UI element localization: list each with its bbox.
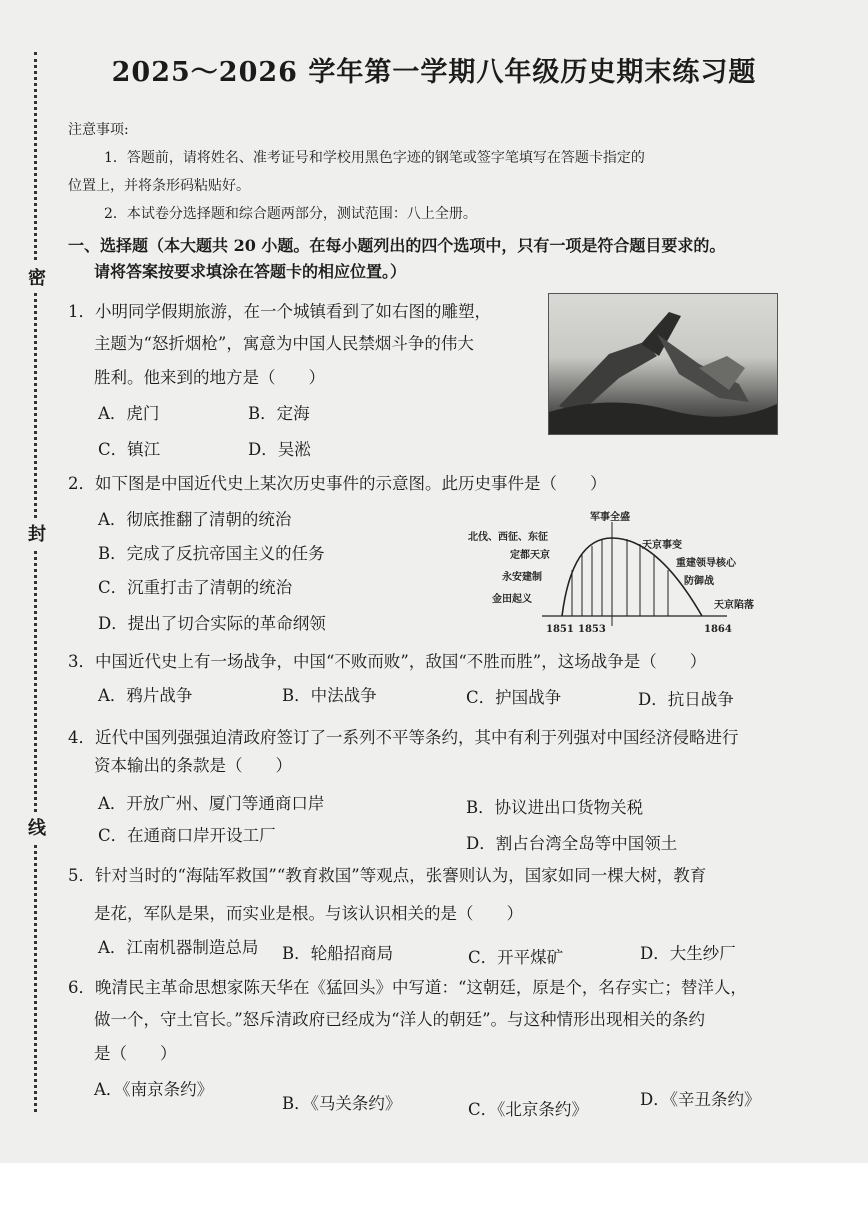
q3-option-d: D．抗日战争 (638, 690, 734, 709)
diagram-year-1864: 1864 (704, 624, 732, 635)
q4-option-d: D．割占台湾全岛等中国领土 (466, 834, 678, 853)
diagram-right-label-4: 天京陷落 (714, 600, 754, 611)
q4-option-a: A．开放广州、厦门等通商口岸 (98, 794, 325, 813)
q5-stem-line1: 5．针对当时的“海陆军救国”“教育救国”等观点，张謇则认为，国家如同一棵大树，教育 (68, 866, 707, 885)
notes-heading: 注意事项: (68, 122, 129, 138)
diagram-left-label-2: 定都天京 (510, 550, 550, 561)
q6-stem-line1: 6．晚清民主革命思想家陈天华在《猛回头》中写道：“这朝廷，原是个，名存实亡；替洋人， (68, 978, 747, 997)
q5-option-a: A．江南机器制造总局 (98, 938, 259, 957)
q1-option-b: B．定海 (248, 404, 310, 423)
q2-option-a: A．彻底推翻了清朝的统治 (98, 510, 292, 529)
q2-option-b: B．完成了反抗帝国主义的任务 (98, 544, 325, 563)
q2-stem: 2．如下图是中国近代史上某次历史事件的示意图。此历史事件是（ ） (68, 474, 607, 493)
section-heading: 一、选择题（本大题共 20 小题。在每小题列出的四个选项中，只有一项是符合题目要求的。 (68, 236, 726, 255)
q3-option-c: C．护国战争 (466, 688, 562, 707)
q4-option-c: C．在通商口岸开设工厂 (98, 826, 276, 845)
q4-stem-line2: 资本输出的条款是（ ） (94, 756, 292, 775)
page-margin-bottom (0, 1163, 868, 1227)
diagram-right-label-1: 天京事变 (642, 540, 682, 551)
notes-item-2: 2．本试卷分选择题和综合题两部分，测试范围：八上全册。 (104, 206, 477, 222)
q1-stem-line2: 主题为“怒折烟枪”，寓意为中国人民禁烟斗争的伟大 (94, 334, 474, 353)
diagram-year-1851: 1851 (546, 624, 574, 635)
q1-option-d: D．吴淞 (248, 440, 311, 459)
q6-option-a: A．《南京条约》 (94, 1080, 214, 1099)
diagram-left-label-4: 金田起义 (492, 594, 532, 605)
q1-option-c: C．镇江 (98, 440, 161, 459)
q2-option-c: C．沉重打击了清朝的统治 (98, 578, 293, 597)
diagram-left-label-1: 北伐、西征、东征 (468, 532, 548, 543)
q5-option-d: D．大生纱厂 (640, 944, 736, 963)
q1-stem-line3: 胜利。他来到的地方是（ ） (94, 368, 325, 387)
binding-char-mi: 密 (28, 262, 46, 292)
diagram-right-label-2: 重建领导核心 (676, 558, 736, 569)
q2-option-d: D．提出了切合实际的革命纲领 (98, 614, 326, 633)
q3-option-b: B．中法战争 (282, 686, 377, 705)
q5-option-c: C．开平煤矿 (468, 948, 564, 967)
diagram-left-label-3: 永安建制 (502, 572, 542, 583)
q5-stem-line2: 是花，军队是果，而实业是根。与该认识相关的是（ ） (94, 904, 523, 923)
q6-option-b: B．《马关条约》 (282, 1094, 402, 1113)
notes-item-1-cont: 位置上，并将条形码粘贴好。 (68, 178, 250, 194)
section-instruction: 请将答案按要求填涂在答题卡的相应位置。） (94, 262, 407, 281)
q4-stem-line1: 4．近代中国列强强迫清政府签订了一系列不平等条约，其中有利于列强对中国经济侵略进行 (68, 728, 739, 747)
sculpture-illustration (549, 294, 777, 434)
binding-char-xian: 线 (28, 812, 46, 842)
q6-option-d: D．《辛丑条约》 (640, 1090, 761, 1109)
q5-option-b: B．轮船招商局 (282, 944, 394, 963)
q1-stem-line1: 1．小明同学假期旅游，在一个城镇看到了如右图的雕塑， (68, 302, 491, 321)
q3-option-a: A．鸦片战争 (98, 686, 193, 705)
q1-option-a: A．虎门 (98, 404, 160, 423)
exam-title: 2025～2026 学年第一学期八年级历史期末练习题 (111, 57, 757, 88)
q3-stem: 3．中国近代史上有一场战争，中国“不败而败”，敌国“不胜而胜”，这场战争是（ ） (68, 652, 707, 671)
diagram-year-1853: 1853 (578, 624, 606, 635)
sculpture-photo (548, 293, 778, 435)
notes-item-1: 1．答题前，请将姓名、准考证号和学校用黑色字迹的钢笔或签字笔填写在答题卡指定的 (104, 150, 645, 166)
q6-stem-line2: 做一个，守土官长。”怒斥清政府已经成为“洋人的朝廷”。与这种情形出现相关的条约 (94, 1010, 706, 1029)
binding-dotted-line (34, 52, 37, 1112)
taiping-diagram (462, 508, 772, 638)
q6-stem-line3: 是（ ） (94, 1044, 177, 1063)
q4-option-b: B．协议进出口货物关税 (466, 798, 644, 817)
diagram-peak-label: 军事全盛 (590, 512, 630, 523)
binding-char-feng: 封 (28, 518, 46, 548)
diagram-right-label-3: 防御战 (684, 576, 714, 587)
q6-option-c: C．《北京条约》 (468, 1100, 588, 1119)
